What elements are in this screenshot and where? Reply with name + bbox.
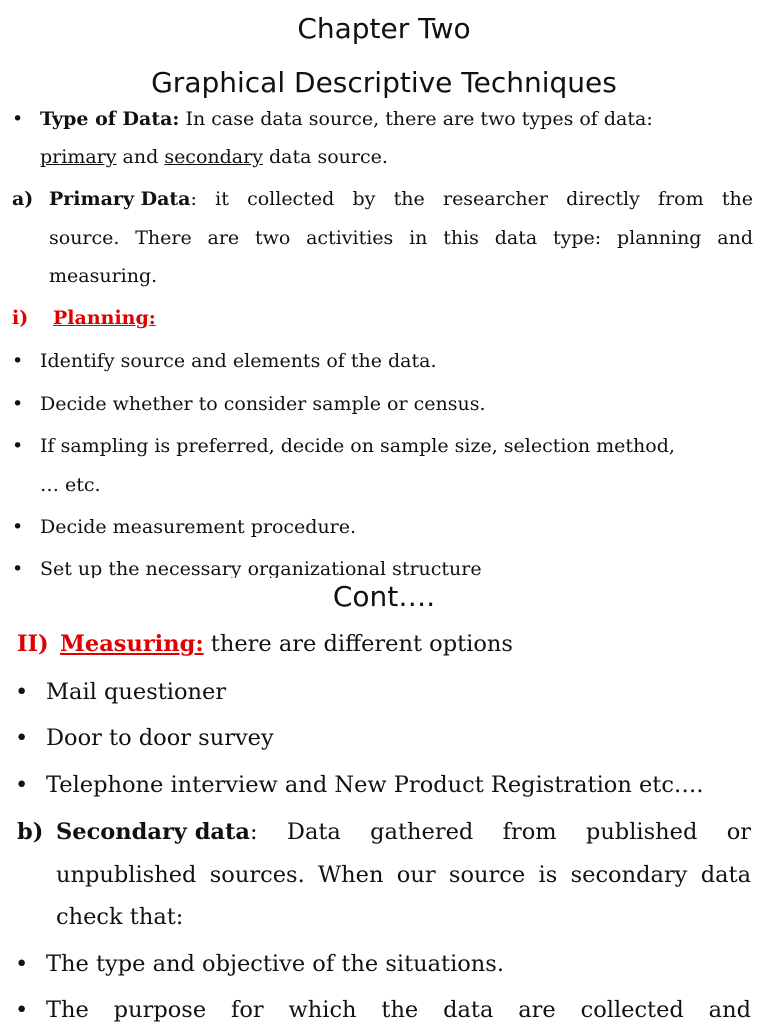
measuring-item: Telephone interview and New Product Registration etc…. bbox=[46, 772, 704, 798]
secondary-label: Secondary data bbox=[56, 819, 250, 845]
planning-item: Decide measurement procedure. bbox=[40, 516, 357, 538]
primary-data-text1: : it collected by the researcher directly from the bbox=[190, 188, 753, 210]
secondary-line3: check that: bbox=[56, 904, 184, 930]
measuring-heading: Measuring: bbox=[60, 631, 204, 657]
planning-item: Decide whether to consider sample or census. bbox=[40, 393, 486, 415]
bullet-icon: • bbox=[15, 725, 29, 751]
check-item: The purpose for which the data are collected and bbox=[46, 997, 751, 1023]
bullet-icon: • bbox=[12, 558, 24, 578]
slide-title: Cont…. bbox=[332, 580, 436, 613]
planning-heading: Planning: bbox=[53, 307, 156, 329]
planning-item: Set up the necessary organizational structure bbox=[40, 558, 482, 578]
planning-item: If sampling is preferred, decide on sample size, selection method, bbox=[40, 435, 675, 457]
primary-data-line2: source. There are two activities in this data type: planning and bbox=[49, 227, 753, 249]
slide-title: Chapter Two bbox=[297, 12, 471, 45]
primary-data-line3: measuring. bbox=[49, 265, 158, 287]
check-item: The type and objective of the situations. bbox=[46, 951, 504, 977]
type-of-data-label: Type of Data: bbox=[40, 108, 180, 130]
primary-data-marker: a) bbox=[12, 188, 34, 210]
type-of-data-line2 bbox=[40, 146, 388, 168]
type-of-data-line1 bbox=[40, 108, 653, 130]
primary-term: primary bbox=[40, 146, 117, 168]
primary-data-label: Primary Data bbox=[49, 188, 191, 210]
primary-data-line1 bbox=[49, 188, 753, 210]
bullet-icon: • bbox=[15, 772, 29, 798]
secondary-line2: unpublished sources. When our source is secondary data bbox=[56, 862, 751, 888]
bullet-icon: • bbox=[12, 108, 24, 130]
measuring-heading-line bbox=[60, 631, 513, 657]
measuring-text: there are different options bbox=[210, 631, 513, 657]
measuring-item: Door to door survey bbox=[46, 725, 274, 751]
planning-marker: i) bbox=[12, 307, 29, 329]
secondary-line1 bbox=[56, 819, 751, 845]
measuring-marker: II) bbox=[17, 631, 49, 657]
slide-subtitle: Graphical Descriptive Techniques bbox=[151, 66, 617, 99]
bullet-icon: • bbox=[12, 435, 24, 457]
bullet-icon: • bbox=[15, 951, 29, 977]
and-word: and bbox=[122, 146, 159, 168]
secondary-term: secondary bbox=[164, 146, 263, 168]
data-source-word: data source. bbox=[268, 146, 388, 168]
secondary-text1: : Data gathered from published or bbox=[250, 819, 751, 845]
planning-item: Identify source and elements of the data. bbox=[40, 350, 437, 372]
planning-item-continued: … etc. bbox=[40, 474, 101, 496]
bullet-icon: • bbox=[15, 997, 29, 1023]
type-of-data-text: In case data source, there are two types of data: bbox=[185, 108, 653, 130]
bullet-icon: • bbox=[12, 350, 24, 372]
bullet-icon: • bbox=[12, 393, 24, 415]
slide-cont bbox=[0, 578, 768, 1024]
measuring-item: Mail questioner bbox=[46, 679, 227, 705]
secondary-marker: b) bbox=[17, 819, 44, 845]
bullet-icon: • bbox=[15, 679, 29, 705]
bullet-icon: • bbox=[12, 516, 24, 538]
